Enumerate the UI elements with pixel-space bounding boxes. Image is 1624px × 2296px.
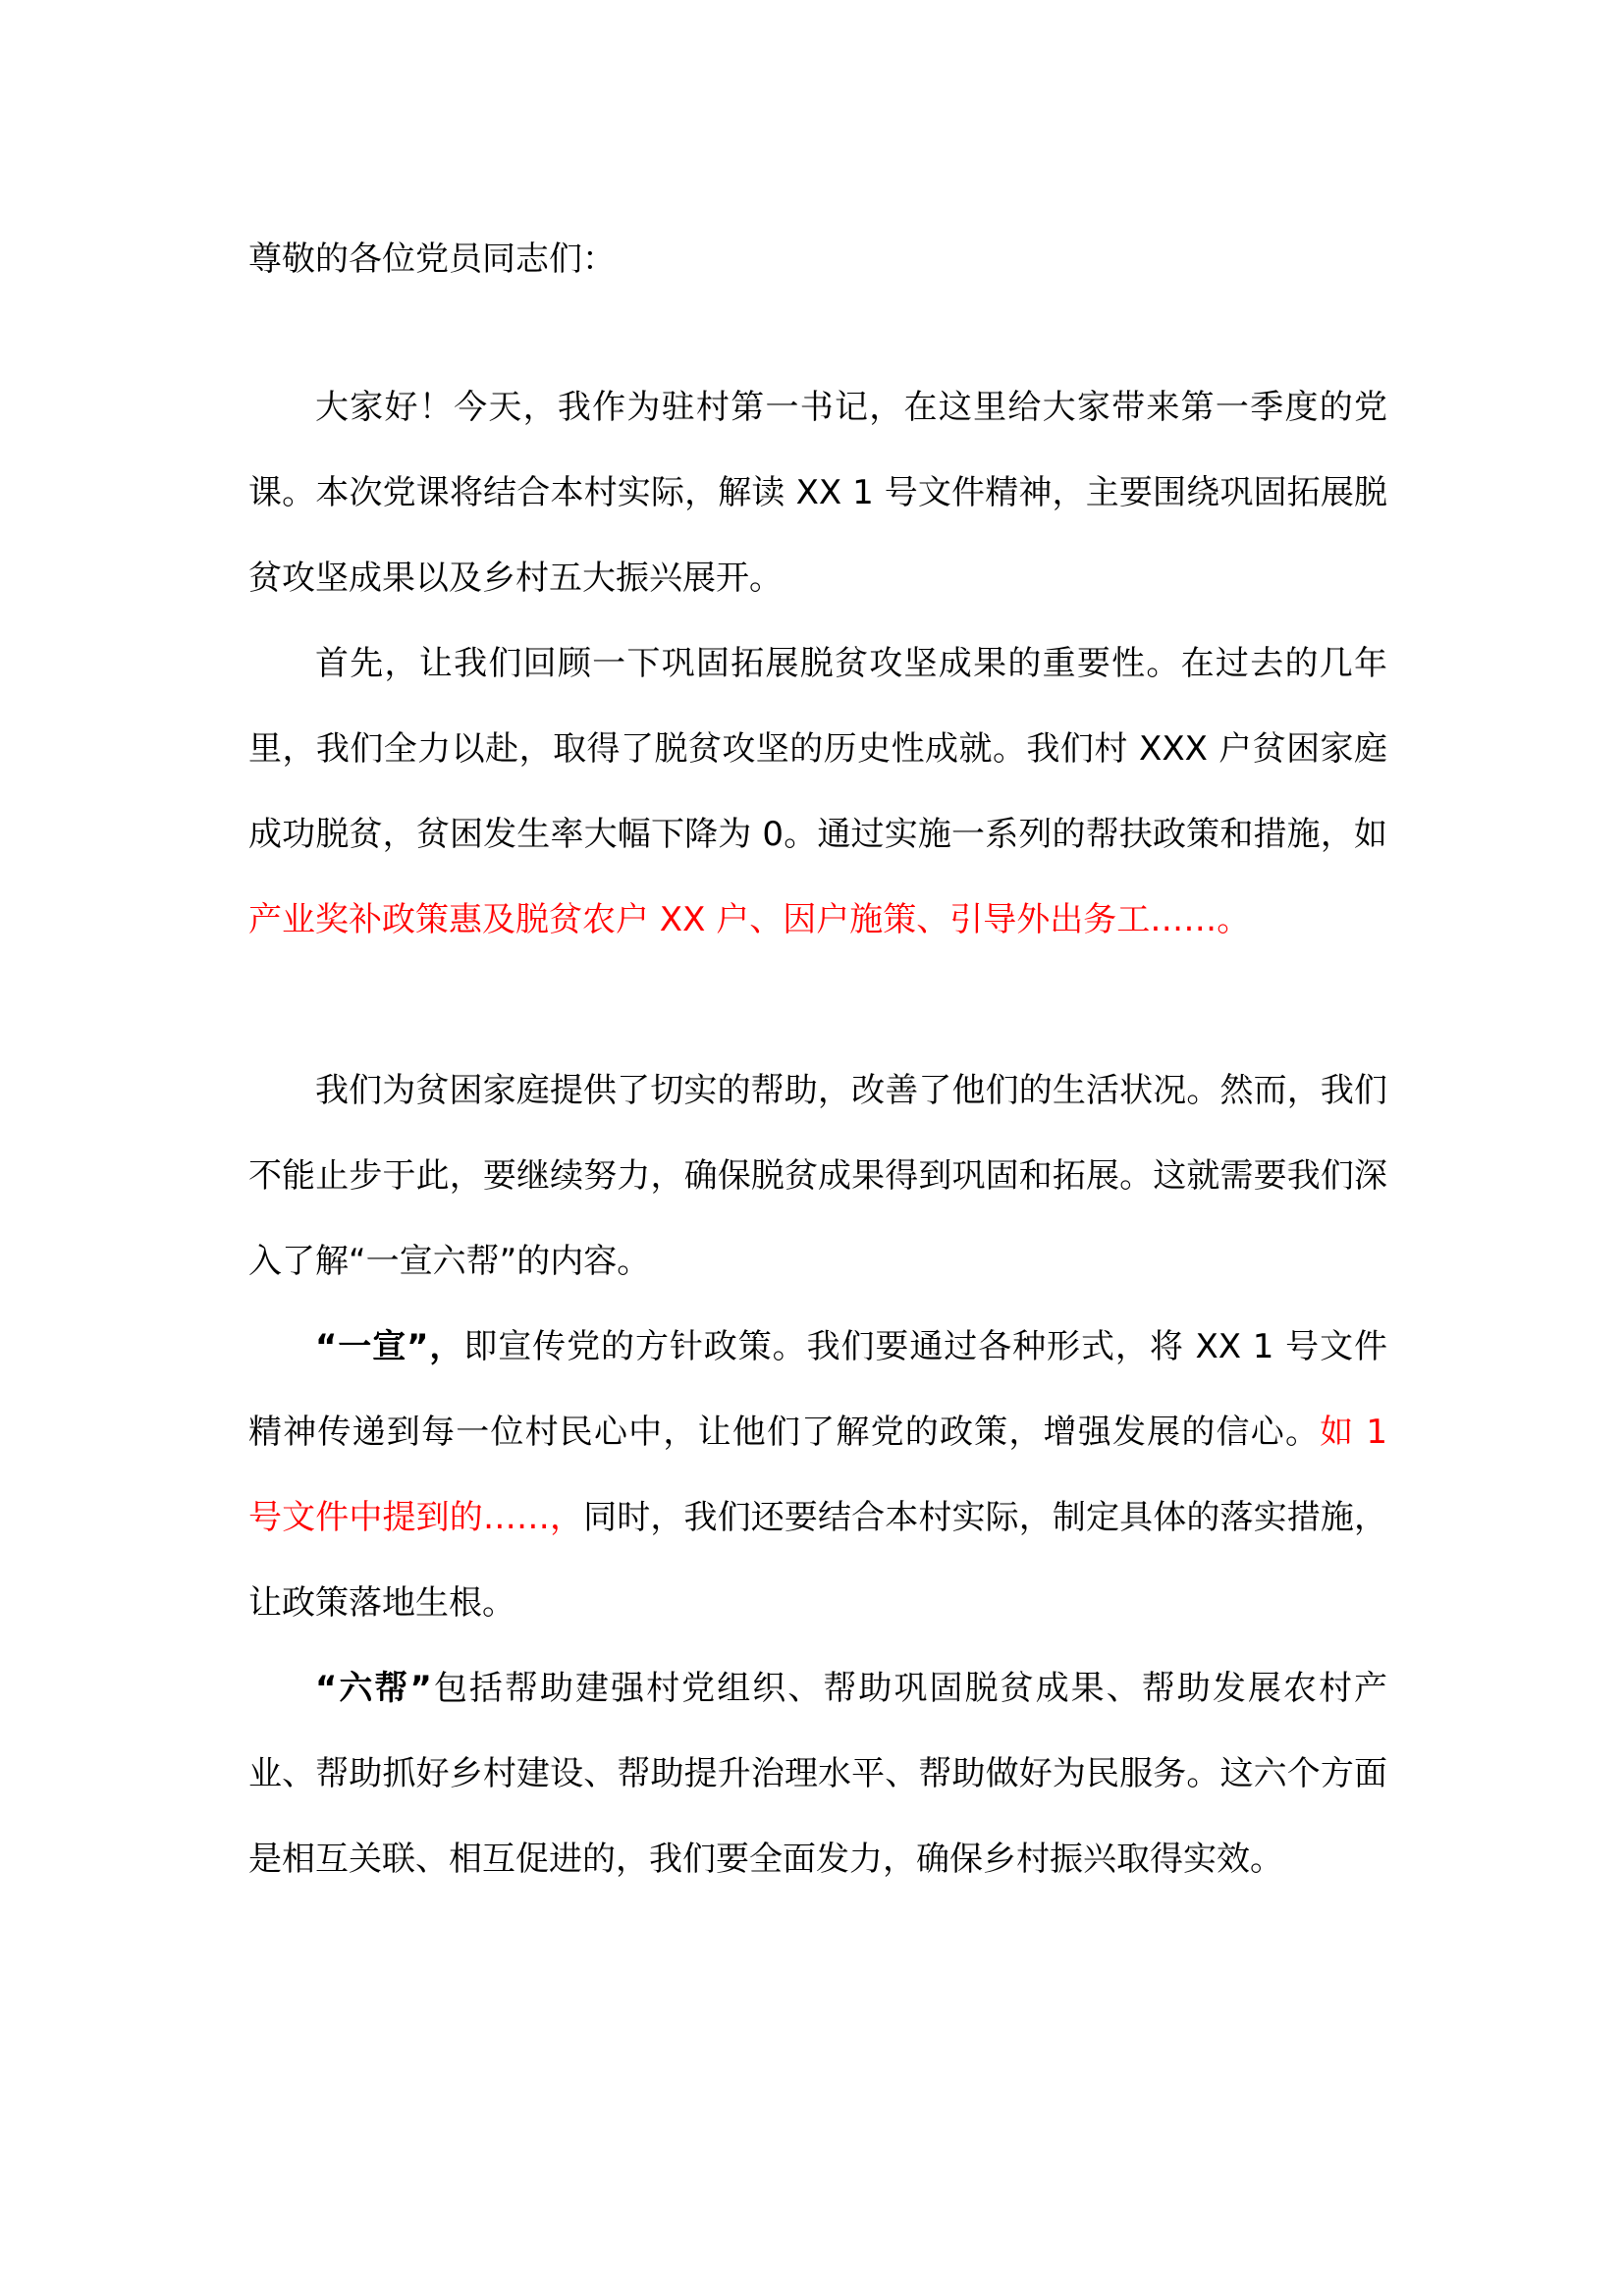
salutation: 尊敬的各位党员同志们：: [248, 240, 616, 279]
highlight-red-text: 产业奖补政策惠及脱贫农户 XX 户、因户施策、引导外出务工……。: [248, 900, 1251, 939]
paragraph-intro: 大家好！今天，我作为驻村第一书记，在这里给大家带来第一季度的党课。本次党课将结合本村实际，解读 XX 1 号文件精神，主要围绕巩固拓展脱贫攻坚成果以及乡村五大振兴展开。: [248, 388, 1387, 598]
paragraph-liubang: [248, 1646, 1387, 1902]
highlight-red-text: 如 1 号文件中提到的……，: [248, 1413, 1387, 1537]
spacer: [248, 963, 1387, 1048]
paragraph-help: 我们为贫困家庭提供了切实的帮助，改善了他们的生活状况。然而，我们不能止步于此，要继续努力，确保脱贫成果得到巩固和拓展。这就需要我们深入了解“一宣六帮”的内容。: [248, 1071, 1387, 1281]
paragraph-yixuan-text: 即宣传党的方针政策。我们要通过各种形式，将 XX 1 号文件精神传递到每一位村民心中，让他们了解党的政策，增强发展的信心。: [248, 1327, 1387, 1452]
spacer: [248, 302, 1387, 365]
paragraph-yixuan-tail: 同时，我们还要结合本村实际，制定具体的落实措施，让政策落地生根。: [248, 1498, 1387, 1623]
paragraph-review: [248, 621, 1387, 963]
bold-heading-liubang: “六帮”: [315, 1669, 432, 1708]
document-body: [248, 216, 1387, 1902]
bold-heading-yixuan: “一宣”，: [315, 1327, 464, 1366]
paragraph-review-text: 首先，让我们回顾一下巩固拓展脱贫攻坚成果的重要性。在过去的几年里，我们全力以赴，取得了脱贫攻坚的历史性成就。我们村 XXX 户贫困家庭成功脱贫，贫困发生率大幅下降为 0。通过实施一系列的帮扶政策和措施，如: [248, 644, 1387, 854]
paragraph-liubang-text: 包括帮助建强村党组织、帮助巩固脱贫成果、帮助发展农村产业、帮助抓好乡村建设、帮助提升治理水平、帮助做好为民服务。这六个方面是相互关联、相互促进的，我们要全面发力，确保乡村振兴取得实效。: [248, 1669, 1387, 1879]
paragraph-yixuan: [248, 1305, 1387, 1646]
